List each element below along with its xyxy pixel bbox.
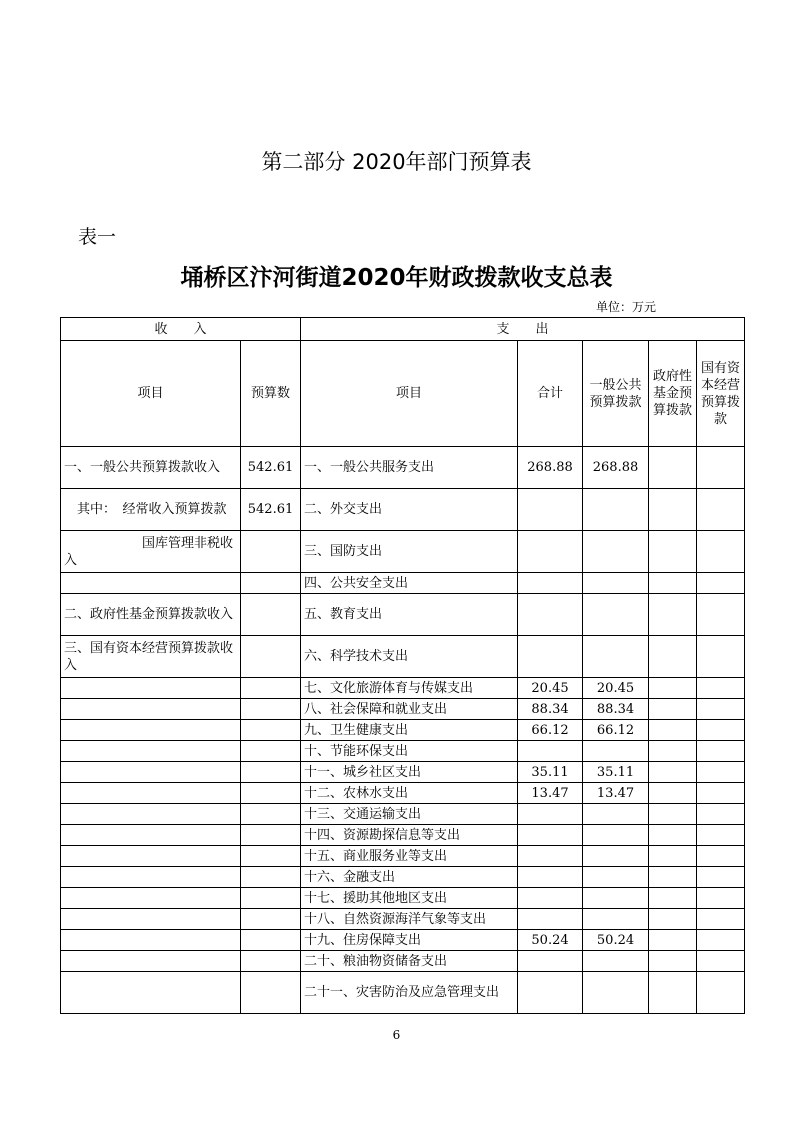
general-budget-value	[583, 741, 649, 762]
total-value	[518, 804, 583, 825]
income-group-header: 收 入	[61, 318, 301, 341]
income-item	[61, 573, 241, 594]
state-capital-value	[697, 804, 745, 825]
expense-group-header: 支 出	[301, 318, 745, 341]
total-value	[518, 909, 583, 930]
general-budget-value	[583, 825, 649, 846]
table-row	[61, 636, 745, 678]
general-budget-value	[583, 489, 649, 531]
total-value: 20.45	[518, 678, 583, 699]
income-amount	[241, 762, 301, 783]
table-row	[61, 720, 745, 741]
state-capital-value	[697, 762, 745, 783]
general-budget-value	[583, 804, 649, 825]
general-budget-value: 50.24	[583, 930, 649, 951]
state-capital-value	[697, 951, 745, 972]
state-capital-value	[697, 636, 745, 678]
gov-fund-value	[649, 804, 697, 825]
income-amount	[241, 867, 301, 888]
gov-fund-value	[649, 447, 697, 489]
income-amount	[241, 720, 301, 741]
state-capital-value	[697, 930, 745, 951]
expense-item: 三、国防支出	[301, 531, 518, 573]
total-value	[518, 867, 583, 888]
income-amount	[241, 951, 301, 972]
income-amount	[241, 531, 301, 573]
state-capital-value	[697, 783, 745, 804]
group-header-row	[61, 318, 745, 341]
table-row	[61, 699, 745, 720]
gov-fund-value	[649, 531, 697, 573]
income-item	[61, 741, 241, 762]
table-row	[61, 447, 745, 489]
col-general-budget: 一般公共预算拨款	[583, 341, 649, 447]
table-row	[61, 531, 745, 573]
table-row	[61, 804, 745, 825]
expense-item: 十六、金融支出	[301, 867, 518, 888]
state-capital-value	[697, 699, 745, 720]
total-value: 35.11	[518, 762, 583, 783]
expense-item: 六、科学技术支出	[301, 636, 518, 678]
general-budget-value	[583, 972, 649, 1014]
total-value	[518, 594, 583, 636]
col-total: 合计	[518, 341, 583, 447]
table-row	[61, 762, 745, 783]
total-value: 66.12	[518, 720, 583, 741]
gov-fund-value	[649, 825, 697, 846]
total-value: 88.34	[518, 699, 583, 720]
table-row	[61, 489, 745, 531]
total-value	[518, 972, 583, 1014]
table-row	[61, 888, 745, 909]
expense-item: 十一、城乡社区支出	[301, 762, 518, 783]
gov-fund-value	[649, 489, 697, 531]
total-value	[518, 573, 583, 594]
income-item: 三、国有资本经营预算拨款收入	[61, 636, 241, 678]
general-budget-value	[583, 573, 649, 594]
expense-item: 九、卫生健康支出	[301, 720, 518, 741]
col-expense-item: 项目	[301, 341, 518, 447]
column-header-row	[61, 341, 745, 447]
gov-fund-value	[649, 678, 697, 699]
gov-fund-value	[649, 594, 697, 636]
income-item	[61, 804, 241, 825]
state-capital-value	[697, 888, 745, 909]
state-capital-value	[697, 867, 745, 888]
table-row	[61, 930, 745, 951]
expense-item: 十二、农林水支出	[301, 783, 518, 804]
income-item: 一、一般公共预算拨款收入	[61, 447, 241, 489]
general-budget-value	[583, 909, 649, 930]
gov-fund-value	[649, 951, 697, 972]
gov-fund-value	[649, 699, 697, 720]
state-capital-value	[697, 825, 745, 846]
general-budget-value	[583, 888, 649, 909]
general-budget-value: 35.11	[583, 762, 649, 783]
income-amount	[241, 594, 301, 636]
gov-fund-value	[649, 888, 697, 909]
table-row	[61, 951, 745, 972]
income-item	[61, 888, 241, 909]
col-income-amount: 预算数	[241, 341, 301, 447]
income-amount	[241, 930, 301, 951]
income-item	[61, 867, 241, 888]
income-item	[61, 909, 241, 930]
table-title: 埇桥区汴河街道2020年财政拨款收支总表	[180, 265, 613, 291]
gov-fund-value	[649, 930, 697, 951]
income-amount	[241, 888, 301, 909]
gov-fund-value	[649, 636, 697, 678]
expense-item: 七、文化旅游体育与传媒支出	[301, 678, 518, 699]
state-capital-value	[697, 594, 745, 636]
expense-item: 十七、援助其他地区支出	[301, 888, 518, 909]
income-amount: 542.61	[241, 489, 301, 531]
income-amount	[241, 678, 301, 699]
col-income-item: 项目	[61, 341, 241, 447]
table-row	[61, 594, 745, 636]
expense-item: 二十一、灾害防治及应急管理支出	[301, 972, 518, 1014]
state-capital-value	[697, 573, 745, 594]
income-item: 国库管理非税收入	[61, 531, 241, 573]
expense-item: 一、一般公共服务支出	[301, 447, 518, 489]
income-amount	[241, 909, 301, 930]
gov-fund-value	[649, 720, 697, 741]
general-budget-value: 13.47	[583, 783, 649, 804]
income-item	[61, 678, 241, 699]
total-value: 268.88	[518, 447, 583, 489]
state-capital-value	[697, 846, 745, 867]
table-row	[61, 741, 745, 762]
gov-fund-value	[649, 972, 697, 1014]
total-value	[518, 741, 583, 762]
expense-item: 十九、住房保障支出	[301, 930, 518, 951]
general-budget-value: 20.45	[583, 678, 649, 699]
income-item	[61, 762, 241, 783]
state-capital-value	[697, 909, 745, 930]
income-item	[61, 699, 241, 720]
income-item	[61, 930, 241, 951]
general-budget-value	[583, 594, 649, 636]
total-value	[518, 636, 583, 678]
income-amount	[241, 804, 301, 825]
income-amount	[241, 636, 301, 678]
general-budget-value	[583, 951, 649, 972]
income-amount	[241, 741, 301, 762]
gov-fund-value	[649, 783, 697, 804]
state-capital-value	[697, 447, 745, 489]
table-row	[61, 867, 745, 888]
general-budget-value: 88.34	[583, 699, 649, 720]
part-title: 第二部分 2020年部门预算表	[261, 150, 532, 174]
gov-fund-value	[649, 573, 697, 594]
table-row	[61, 909, 745, 930]
expense-item: 十五、商业服务业等支出	[301, 846, 518, 867]
income-amount	[241, 783, 301, 804]
total-value: 13.47	[518, 783, 583, 804]
income-amount	[241, 846, 301, 867]
table-row	[61, 825, 745, 846]
expense-item: 十、节能环保支出	[301, 741, 518, 762]
expense-item: 八、社会保障和就业支出	[301, 699, 518, 720]
general-budget-value	[583, 636, 649, 678]
income-item	[61, 951, 241, 972]
general-budget-value: 66.12	[583, 720, 649, 741]
income-item	[61, 846, 241, 867]
col-gov-fund: 政府性基金预算拨款	[649, 341, 697, 447]
general-budget-value: 268.88	[583, 447, 649, 489]
income-item	[61, 720, 241, 741]
gov-fund-value	[649, 846, 697, 867]
state-capital-value	[697, 741, 745, 762]
col-state-capital: 国有资本经营预算拨款	[697, 341, 745, 447]
total-value	[518, 825, 583, 846]
general-budget-value	[583, 867, 649, 888]
state-capital-value	[697, 489, 745, 531]
gov-fund-value	[649, 867, 697, 888]
page-number: 6	[392, 1028, 401, 1042]
total-value	[518, 489, 583, 531]
expense-item: 二十、粮油物资储备支出	[301, 951, 518, 972]
table-row	[61, 678, 745, 699]
total-value	[518, 888, 583, 909]
income-amount	[241, 573, 301, 594]
state-capital-value	[697, 531, 745, 573]
state-capital-value	[697, 678, 745, 699]
income-item	[61, 972, 241, 1014]
expense-item: 十四、资源勘探信息等支出	[301, 825, 518, 846]
total-value	[518, 951, 583, 972]
table-row	[61, 846, 745, 867]
gov-fund-value	[649, 909, 697, 930]
expense-item: 五、教育支出	[301, 594, 518, 636]
table-number: 表一	[78, 226, 117, 248]
unit-label: 单位：万元	[596, 300, 657, 314]
gov-fund-value	[649, 762, 697, 783]
income-amount	[241, 972, 301, 1014]
table-row	[61, 783, 745, 804]
income-amount: 542.61	[241, 447, 301, 489]
income-item: 其中： 经常收入预算拨款	[61, 489, 241, 531]
expense-item: 二、外交支出	[301, 489, 518, 531]
income-item: 二、政府性基金预算拨款收入	[61, 594, 241, 636]
general-budget-value	[583, 846, 649, 867]
total-value	[518, 846, 583, 867]
income-amount	[241, 825, 301, 846]
table-row	[61, 972, 745, 1014]
general-budget-value	[583, 531, 649, 573]
budget-table	[60, 317, 745, 1014]
expense-item: 十八、自然资源海洋气象等支出	[301, 909, 518, 930]
expense-item: 十三、交通运输支出	[301, 804, 518, 825]
total-value	[518, 531, 583, 573]
income-item	[61, 825, 241, 846]
gov-fund-value	[649, 741, 697, 762]
total-value: 50.24	[518, 930, 583, 951]
expense-item: 四、公共安全支出	[301, 573, 518, 594]
state-capital-value	[697, 972, 745, 1014]
state-capital-value	[697, 720, 745, 741]
table-row	[61, 573, 745, 594]
income-item	[61, 783, 241, 804]
income-amount	[241, 699, 301, 720]
